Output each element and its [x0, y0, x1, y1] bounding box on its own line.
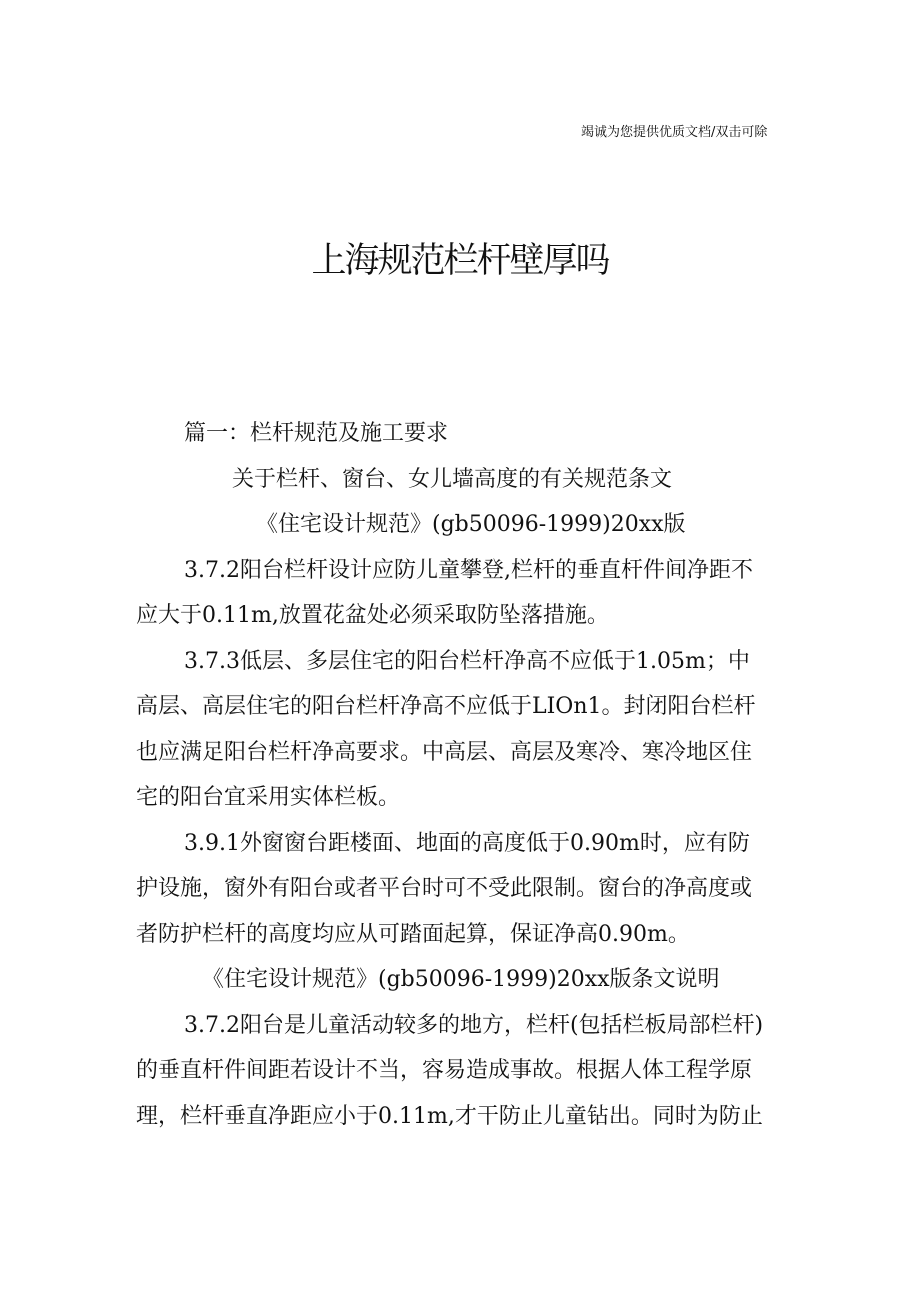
body-line: 也应满足阳台栏杆净高要求。中高层、高层及寒冷、寒冷地区住 [136, 739, 753, 765]
body-line: 《住宅设计规范》(gb50096-1999)20xx版条文说明 [202, 967, 720, 992]
document-body [136, 411, 786, 1139]
body-line: 应大于0.11m,放置花盆处必须采取防坠落措施。 [136, 603, 609, 628]
body-line: 宅的阳台宜采用实体栏板。 [136, 785, 401, 810]
body-line: 高层、高层住宅的阳台栏杆净高不应低于LIOn1。封闭阳台栏杆 [136, 694, 756, 719]
body-line: 3.7.2阳台是儿童活动较多的地方，栏杆(包括栏板局部栏杆) [184, 1012, 764, 1038]
body-line: 3.7.2阳台栏杆设计应防儿童攀登,栏杆的垂直杆件间净距不 [184, 557, 753, 583]
body-line: 关于栏杆、窗台、女儿墙高度的有关规范条文 [232, 466, 673, 492]
body-line: 理，栏杆垂直净距应小于0.11m,才干防止儿童钻出。同时为防止 [136, 1103, 763, 1129]
body-line: 护设施，窗外有阳台或者平台时可不受此限制。窗台的净高度或 [136, 876, 753, 901]
body-line: 篇一：栏杆规范及施工要求 [184, 421, 449, 446]
body-line: 3.9.1外窗窗台距楼面、地面的高度低于0.90m时，应有防 [184, 830, 750, 856]
document-title: 上海规范栏杆壁厚吗 [311, 241, 609, 281]
body-line: 者防护栏杆的高度均应从可踏面起算，保证净高0.90m。 [136, 921, 690, 947]
body-line: 的垂直杆件间距若设计不当，容易造成事故。根据人体工程学原 [136, 1058, 753, 1083]
header-note: 竭诚为您提供优质文档/双击可除 [581, 125, 768, 140]
body-line: 《住宅设计规范》(gb50096-1999)20xx版 [256, 512, 686, 537]
body-line: 3.7.3低层、多层住宅的阳台栏杆净高不应低于1.05m；中 [184, 648, 750, 674]
